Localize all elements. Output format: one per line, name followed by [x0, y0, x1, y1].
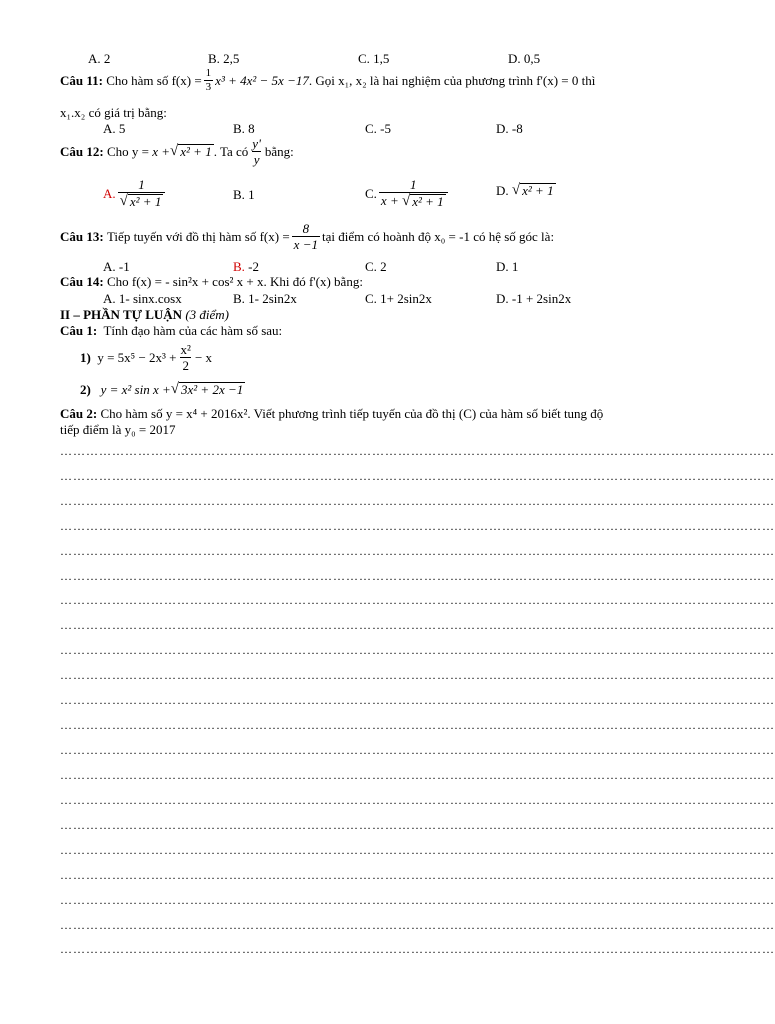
answer-line[interactable]: …………………………………………………………………………………………………………………………………………………	[60, 768, 775, 782]
answer-line[interactable]: …………………………………………………………………………………………………………………………………………………	[60, 718, 775, 732]
q14-answer-a: A. 1- sinx.cosx	[103, 291, 182, 306]
part2-title: II – PHẦN TỰ LUẬN	[60, 307, 183, 322]
answer-line[interactable]: …………………………………………………………………………………………………………………………………………………	[60, 693, 775, 707]
p1-text: Tính đạo hàm của các hàm số sau:	[103, 323, 283, 338]
q12-answer-c-fraction: 1 x + √ x² + 1	[379, 178, 448, 210]
q12-answer-a-num: 1	[138, 177, 145, 192]
answer-line[interactable]: …………………………………………………………………………………………………………………………………………………	[60, 668, 775, 682]
p1-item-2-sqrt: 3x² + 2x −1	[181, 382, 244, 397]
q11-text-a: Cho hàm số f(x) =	[106, 73, 202, 88]
q13-answer-d: D. 1	[496, 259, 519, 274]
answer-line[interactable]: …………………………………………………………………………………………………………………………………………………	[60, 519, 775, 533]
q13-text-a: Tiếp tuyến với đồ thị hàm số f(x) =	[106, 229, 290, 244]
p1-item-2: 2) y = x² sin x + √ 3x² + 2x −1	[80, 381, 244, 398]
p1-item-2-expr-a: y = x² sin x +	[100, 382, 171, 398]
answer-line[interactable]: …………………………………………………………………………………………………………………………………………………	[60, 569, 775, 583]
q11-line2: x₁.x₂ có giá trị bằng:	[60, 105, 167, 120]
q11-fraction	[204, 68, 214, 93]
q11-frac-num: 1	[205, 67, 212, 79]
q13-text-b: tại điểm có hoành độ x₀ = -1 có hệ số góc là:	[321, 229, 555, 244]
p2-text: Cho hàm số y = x⁴ + 2016x². Viết phương trình tiếp tuyến của đồ thị (C) của hàm số biết tung độ	[100, 406, 604, 421]
answer-line[interactable]: …………………………………………………………………………………………………………………………………………………	[60, 643, 775, 657]
p1-item-1	[80, 343, 212, 372]
q13-frac-den: x −1	[293, 237, 318, 252]
q12-answer-a	[103, 178, 167, 210]
q12-expr: x +	[152, 144, 171, 159]
q11-frac-den: 3	[205, 81, 212, 93]
answer-line[interactable]: …………………………………………………………………………………………………………………………………………………	[60, 494, 775, 508]
q12-answer-b: B. 1	[233, 187, 255, 202]
q11-label: Câu 11:	[60, 73, 103, 88]
q11-answer-b: B. 8	[233, 121, 255, 136]
q12-sqrt-content: x² + 1	[180, 143, 212, 159]
q12-text-b: . Ta có	[213, 144, 249, 159]
q12-text-c: bằng:	[264, 144, 294, 159]
answer-line[interactable]: …………………………………………………………………………………………………………………………………………………	[60, 593, 775, 607]
q12-answer-c-sqrt: x² + 1	[412, 194, 444, 210]
q11-expression: x³ + 4x² − 5x −17	[215, 73, 309, 88]
q13-answer-c: C. 2	[365, 259, 387, 274]
q12-answer-a-sqrt: x² + 1	[129, 194, 162, 210]
q10-answer-a: A. 2	[88, 51, 111, 66]
q12-answer-d-letter: D.	[496, 183, 509, 199]
q10-answer-d: D. 0,5	[508, 51, 541, 66]
part2-points: (3 điểm)	[185, 307, 230, 322]
answer-line[interactable]: …………………………………………………………………………………………………………………………………………………	[60, 444, 775, 458]
q12-answer-d: D. √ x² + 1	[496, 182, 554, 199]
answer-line[interactable]: …………………………………………………………………………………………………………………………………………………	[60, 942, 775, 956]
q13-answer-b-value: -2	[248, 259, 260, 274]
q12-answer-c-den-pre: x +	[380, 193, 399, 208]
q12-frac-den: y	[253, 152, 260, 167]
q10-answer-b: B. 2,5	[208, 51, 240, 66]
q11-answer-c: C. -5	[365, 121, 391, 136]
question-12	[60, 137, 294, 166]
q12-answer-d-sqrt: x² + 1	[522, 183, 554, 198]
p1-item-1-expr-a: y = 5x⁵ − 2x³ +	[97, 350, 177, 365]
q11-answer-a: A. 5	[103, 121, 126, 136]
q14-answer-b: B. 1- 2sin2x	[233, 291, 297, 306]
answer-line[interactable]: …………………………………………………………………………………………………………………………………………………	[60, 893, 775, 907]
p2-label: Câu 2:	[60, 406, 98, 421]
q11-answer-d: D. -8	[496, 121, 523, 136]
p1-item-1-frac-den: 2	[182, 358, 189, 373]
q10-answer-c: C. 1,5	[358, 51, 390, 66]
answer-line[interactable]: …………………………………………………………………………………………………………………………………………………	[60, 868, 775, 882]
answer-line[interactable]: …………………………………………………………………………………………………………………………………………………	[60, 918, 775, 932]
p2-line2: tiếp điểm là y₀ = 2017	[60, 422, 176, 437]
problem-2	[60, 407, 603, 420]
q14-answer-d: D. -1 + 2sin2x	[496, 291, 572, 306]
answer-line[interactable]: …………………………………………………………………………………………………………………………………………………	[60, 743, 775, 757]
q14-answer-c: C. 1+ 2sin2x	[365, 291, 432, 306]
q13-fraction	[292, 222, 320, 251]
q13-answer-a: A. -1	[103, 259, 130, 274]
p1-item-1-number: 1)	[80, 350, 91, 365]
p1-item-1-frac-num: x²	[180, 342, 191, 357]
question-13	[60, 222, 554, 251]
answer-line[interactable]: …………………………………………………………………………………………………………………………………………………	[60, 469, 775, 483]
question-11	[60, 68, 595, 93]
q13-frac-num: 8	[302, 221, 310, 236]
q12-answer-a-fraction: 1 √ x² + 1	[118, 178, 166, 210]
q11-text-b: . Gọi x₁, x₂ là hai nghiệm của phương trình f'(x) = 0 thì	[308, 73, 596, 88]
p1-item-1-fraction	[179, 343, 193, 372]
p1-item-1-expr-b: − x	[194, 350, 213, 365]
problem-1	[60, 324, 282, 337]
q12-text-a: Cho y =	[106, 144, 149, 159]
p1-item-2-number: 2)	[80, 382, 91, 398]
q12-answer-c-letter: C.	[365, 186, 377, 202]
q14-text: Cho f(x) = - sin²x + cos² x + x. Khi đó f'(x) bằng:	[106, 274, 363, 289]
answer-line[interactable]: …………………………………………………………………………………………………………………………………………………	[60, 843, 775, 857]
answer-line[interactable]: …………………………………………………………………………………………………………………………………………………	[60, 818, 775, 832]
q12-answer-a-letter: A.	[103, 186, 116, 202]
answer-line[interactable]: …………………………………………………………………………………………………………………………………………………	[60, 618, 775, 632]
q12-answer-c	[365, 178, 450, 210]
p1-label: Câu 1:	[60, 323, 98, 338]
answer-line[interactable]: …………………………………………………………………………………………………………………………………………………	[60, 544, 775, 558]
q12-frac-num: y'	[252, 136, 261, 151]
part2-heading	[60, 308, 229, 321]
question-14	[60, 275, 363, 288]
q12-fraction	[250, 137, 263, 166]
q12-label: Câu 12:	[60, 144, 104, 159]
answer-line[interactable]: …………………………………………………………………………………………………………………………………………………	[60, 793, 775, 807]
q12-answer-c-num: 1	[410, 177, 417, 192]
q13-answer-b	[233, 260, 259, 273]
q12-sqrt: √ x² + 1	[170, 142, 212, 159]
q14-label: Câu 14:	[60, 274, 104, 289]
q13-answer-b-letter: B.	[233, 259, 245, 274]
q13-label: Câu 13:	[60, 229, 104, 244]
